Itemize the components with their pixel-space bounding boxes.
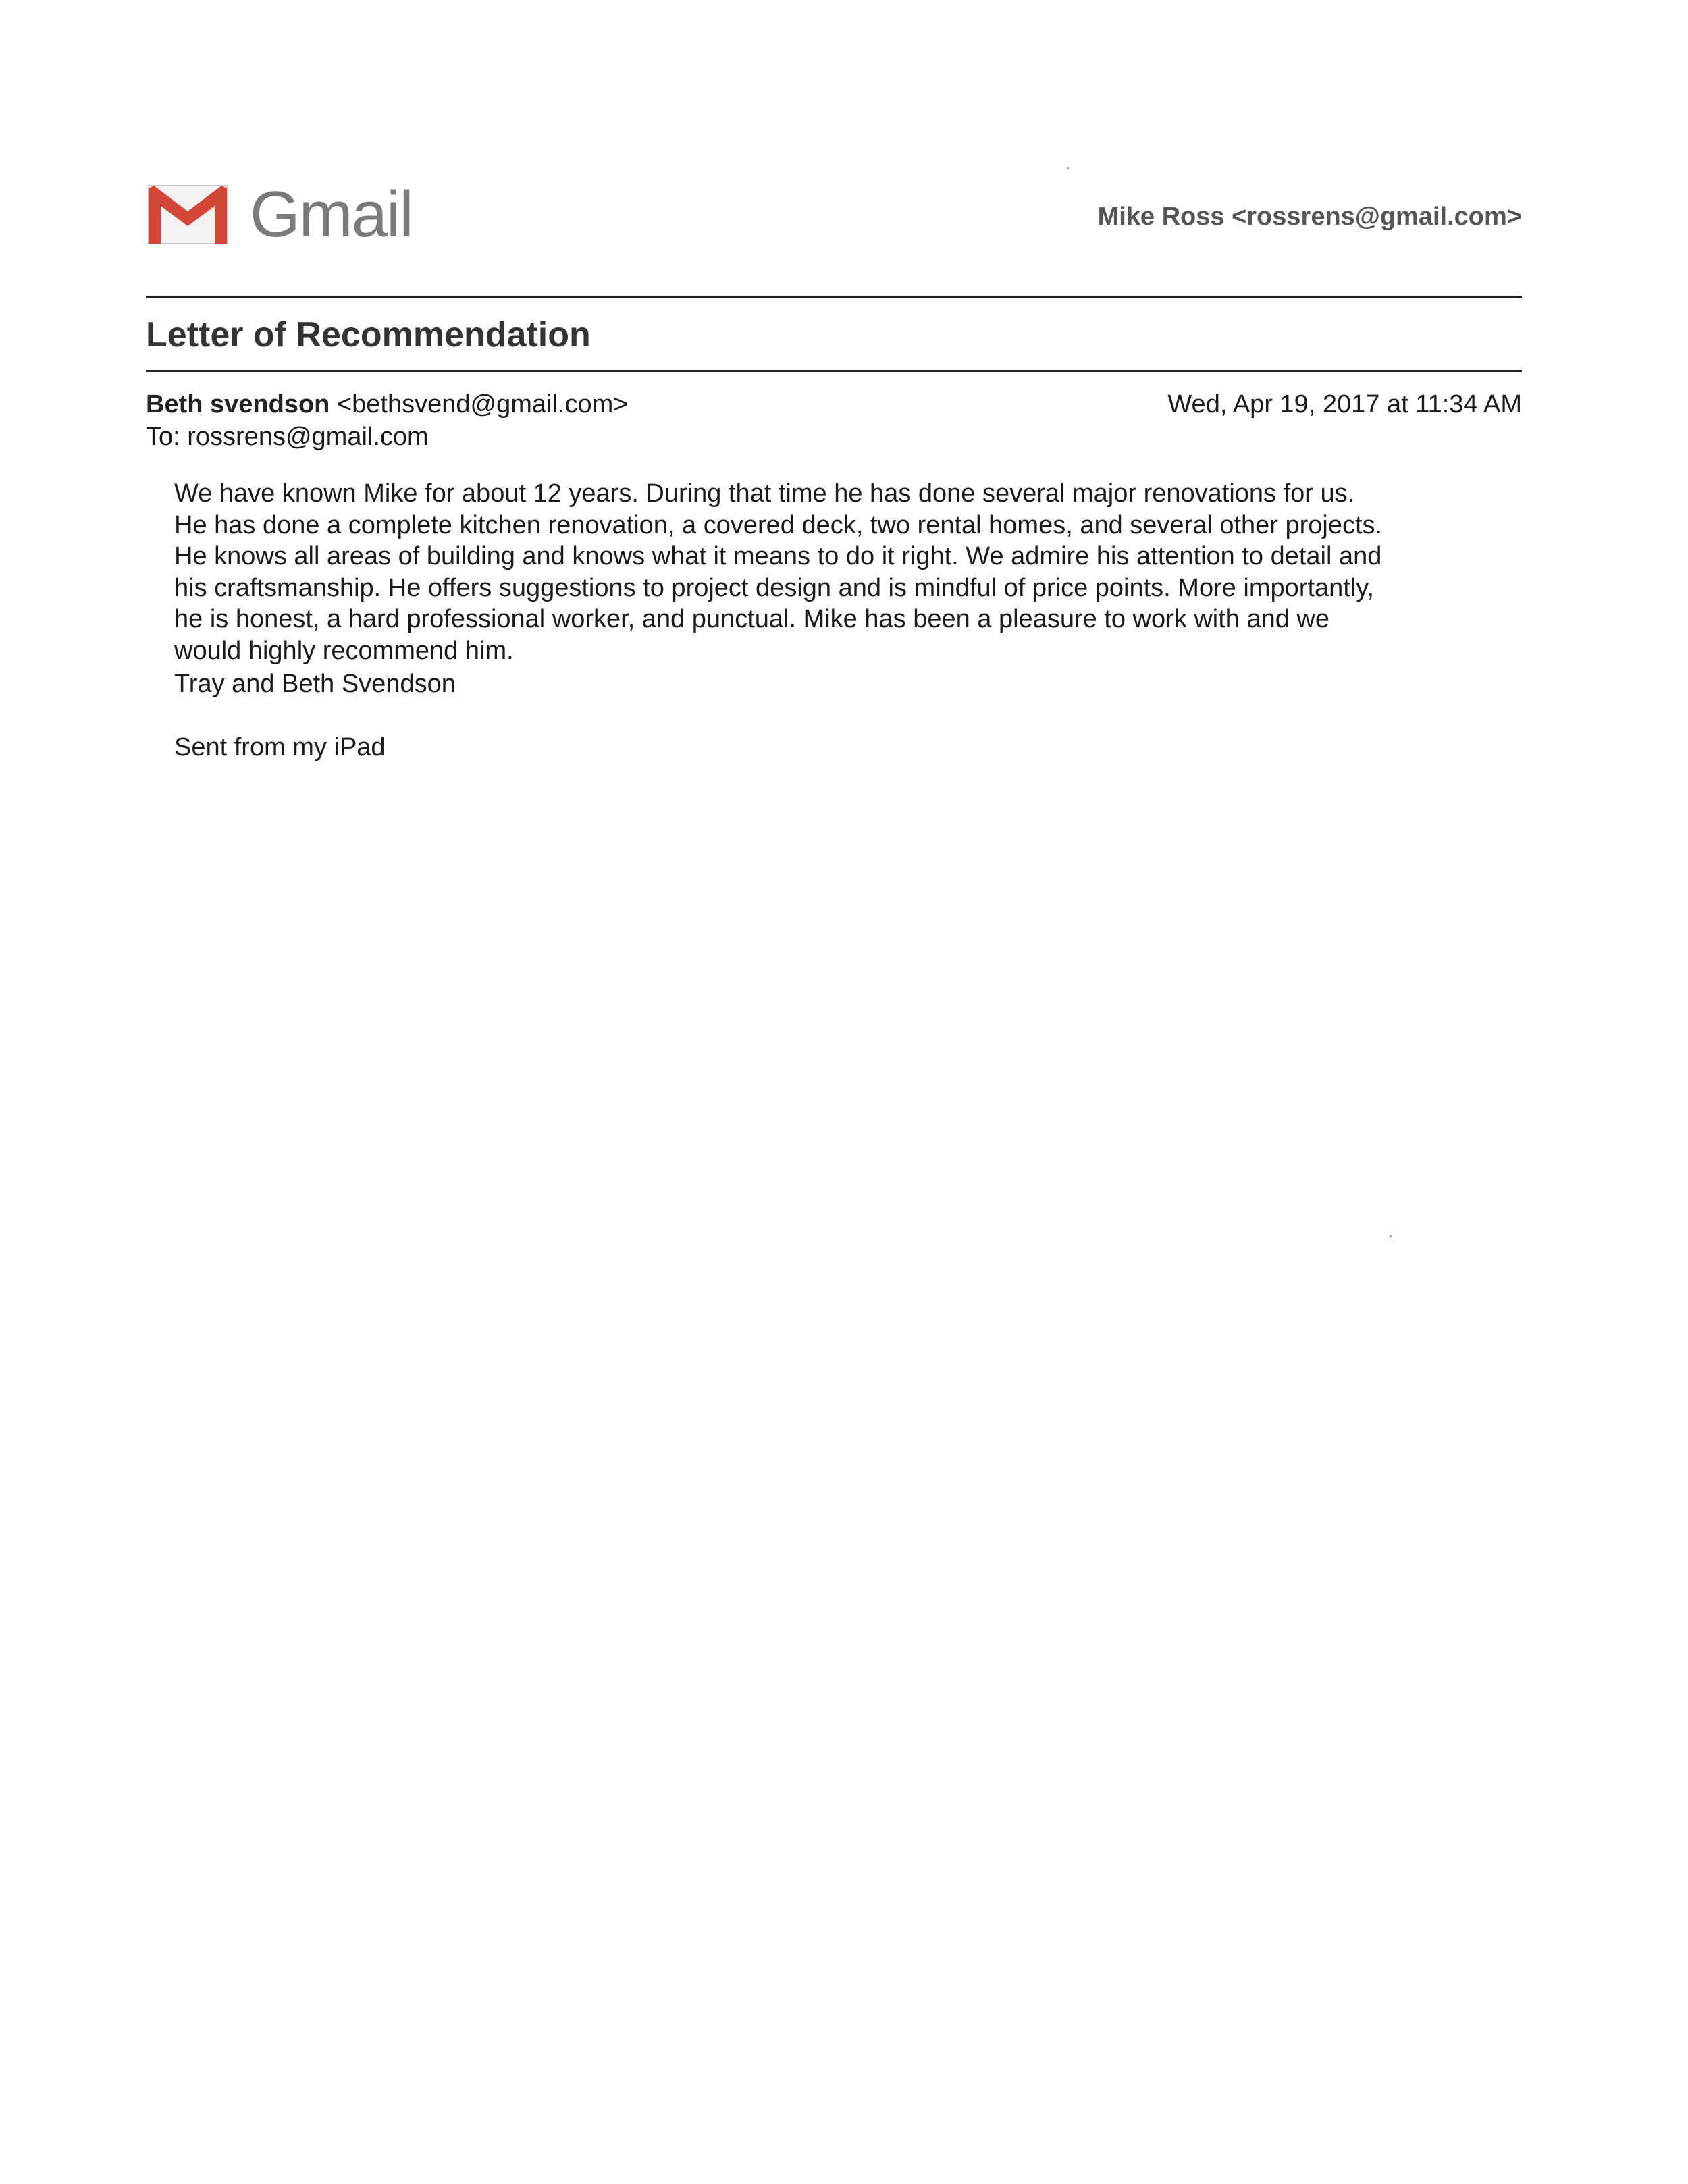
email-body xyxy=(174,478,1525,666)
body-line: We have known Mike for about 12 years. During that time he has done several major renovations for us. xyxy=(174,479,1355,508)
body-line: He has done a complete kitchen renovation, a covered deck, two rental homes, and several other projects. xyxy=(174,510,1383,539)
email-date: Wed, Apr 19, 2017 at 11:34 AM xyxy=(1167,390,1522,419)
body-line: he is honest, a hard professional worker, and punctual. Mike has been a pleasure to work with and we xyxy=(174,605,1330,633)
body-line: his craftsmanship. He offers suggestions to project design and is mindful of price points. More importantly, xyxy=(174,573,1375,602)
header-divider xyxy=(146,296,1522,298)
scan-speck xyxy=(1067,167,1069,169)
subject-divider xyxy=(146,370,1522,372)
gmail-logo xyxy=(146,178,413,250)
device-signature: Sent from my iPad xyxy=(174,733,386,762)
email-subject: Letter of Recommendation xyxy=(146,315,591,354)
sender-line xyxy=(146,390,628,419)
gmail-wordmark: Gmail xyxy=(250,178,413,250)
account-identity: Mike Ross <rossrens@gmail.com> xyxy=(1097,203,1522,231)
scan-speck xyxy=(1390,1235,1392,1237)
body-line: would highly recommend him. xyxy=(174,636,514,665)
sender-name: Beth svendson xyxy=(146,390,330,419)
sender-email: <bethsvend@gmail.com> xyxy=(336,390,629,419)
gmail-envelope-icon xyxy=(146,183,230,246)
recipient-line: To: rossrens@gmail.com xyxy=(146,423,429,451)
body-line: He knows all areas of building and knows what it means to do it right. We admire his attention to detail and xyxy=(174,542,1382,570)
email-signoff: Tray and Beth Svendson xyxy=(174,670,456,698)
